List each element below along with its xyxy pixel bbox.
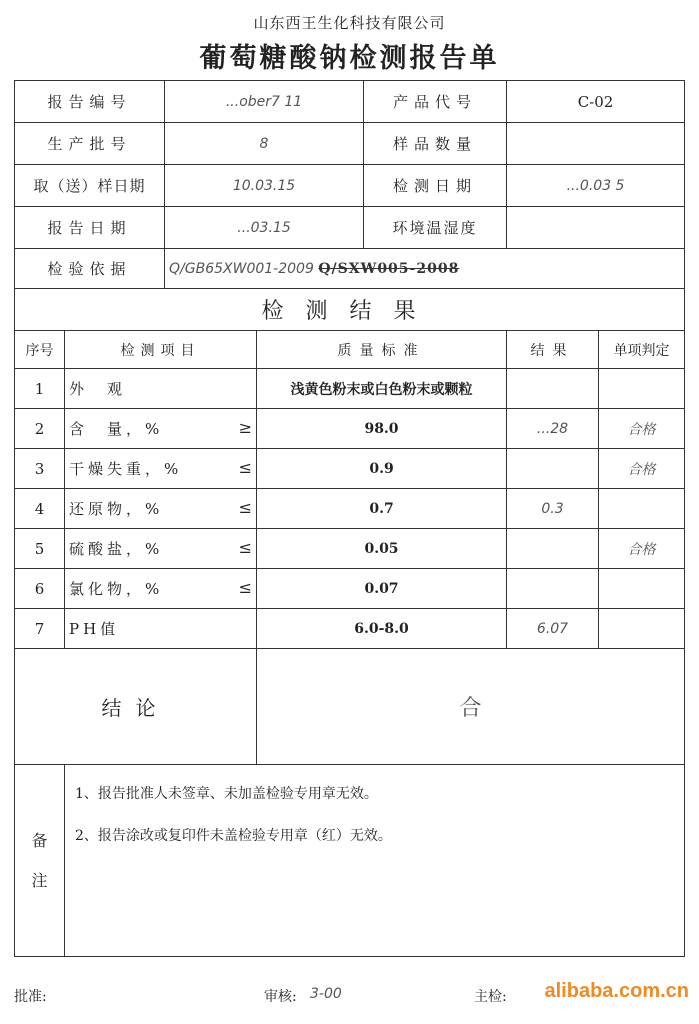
conclusion-label: 结论 [15,649,257,765]
row-result: 0.3 [507,489,599,529]
review-label: 审核: [264,989,297,1005]
row-no: 1 [15,369,65,409]
row-standard: 0.7 [257,489,507,529]
row-no: 6 [15,569,65,609]
row-judge: 合格 [599,529,685,569]
product-code-label: 产品代号 [364,81,507,123]
inspect-label: 主检: [474,989,507,1005]
batch-value: 8 [165,123,364,165]
row-item: 外 观 [65,369,257,409]
row-result [507,369,599,409]
sampling-date-value: 10.03.15 [165,165,364,207]
table-row [15,569,685,609]
col-header-standard: 质量标准 [257,331,507,369]
table-row [15,409,685,449]
row-standard: 0.07 [257,569,507,609]
review-signature: 3-00 [310,986,342,1002]
sample-qty-value [507,123,685,165]
row-item: 氯化物，% ≤ [65,569,257,609]
table-row [15,529,685,569]
basis-handwritten: Q/GB65XW001-2009 [169,260,314,277]
watermark: alibaba.com.cn [544,980,689,1002]
row-item: 干燥失重，% ≤ [65,449,257,489]
row-result [507,529,599,569]
row-result [507,449,599,489]
col-header-no: 序号 [15,331,65,369]
test-date-label: 检测日期 [364,165,507,207]
row-judge [599,489,685,529]
row-no: 2 [15,409,65,449]
row-result: ...28 [507,409,599,449]
row-judge [599,369,685,409]
row-judge: 合格 [599,409,685,449]
product-code-value: C-02 [507,81,685,123]
humidity-label: 环境温湿度 [364,207,507,249]
row-standard: 0.05 [257,529,507,569]
col-header-item: 检测项目 [65,331,257,369]
report-date-value: ...03.15 [165,207,364,249]
row-item: PH值 [65,609,257,649]
sampling-date-label: 取（送）样日期 [15,165,165,207]
row-no: 4 [15,489,65,529]
row-judge: 合格 [599,449,685,489]
row-no: 7 [15,609,65,649]
row-judge [599,609,685,649]
table-row [15,369,685,409]
report-title: 葡萄糖酸钠检测报告单 [199,43,500,74]
row-judge [599,569,685,609]
row-item: 含 量，% ≥ [65,409,257,449]
approve-label: 批准: [14,989,47,1005]
row-result [507,569,599,609]
notes-label: 备注 [15,765,65,957]
results-section-title: 检测结果 [15,289,685,331]
table-row [15,489,685,529]
note-item: 2、报告涂改或复印件未盖检验专用章（红）无效。 [75,828,392,844]
row-standard: 浅黄色粉末或白色粉末或颗粒 [257,369,507,409]
basis-label: 检验依据 [15,249,165,289]
row-item: 还原物，% ≤ [65,489,257,529]
basis-struck: Q/SXW005-2008 [318,260,460,277]
batch-label: 生产批号 [15,123,165,165]
table-row [15,449,685,489]
conclusion-value: 合 [257,649,685,765]
sample-qty-label: 样品数量 [364,123,507,165]
report-date-label: 报告日期 [15,207,165,249]
col-header-result: 结果 [507,331,599,369]
notes-content [65,765,685,957]
col-header-judge: 单项判定 [599,331,685,369]
results-header-row [15,331,685,369]
company-name: 山东西王生化科技有限公司 [253,14,446,32]
basis-value [165,249,685,289]
row-no: 5 [15,529,65,569]
row-item: 硫酸盐，% ≤ [65,529,257,569]
test-date-value: ...0.03 5 [507,165,685,207]
row-standard: 0.9 [257,449,507,489]
row-standard: 98.0 [257,409,507,449]
table-row [15,609,685,649]
report-table [14,80,685,957]
humidity-value [507,207,685,249]
note-item: 1、报告批准人未签章、未加盖检验专用章无效。 [75,786,378,802]
report-no-label: 报告编号 [15,81,165,123]
row-no: 3 [15,449,65,489]
row-result: 6.07 [507,609,599,649]
row-standard: 6.0-8.0 [257,609,507,649]
report-no-value: ...ober7 11 [165,81,364,123]
